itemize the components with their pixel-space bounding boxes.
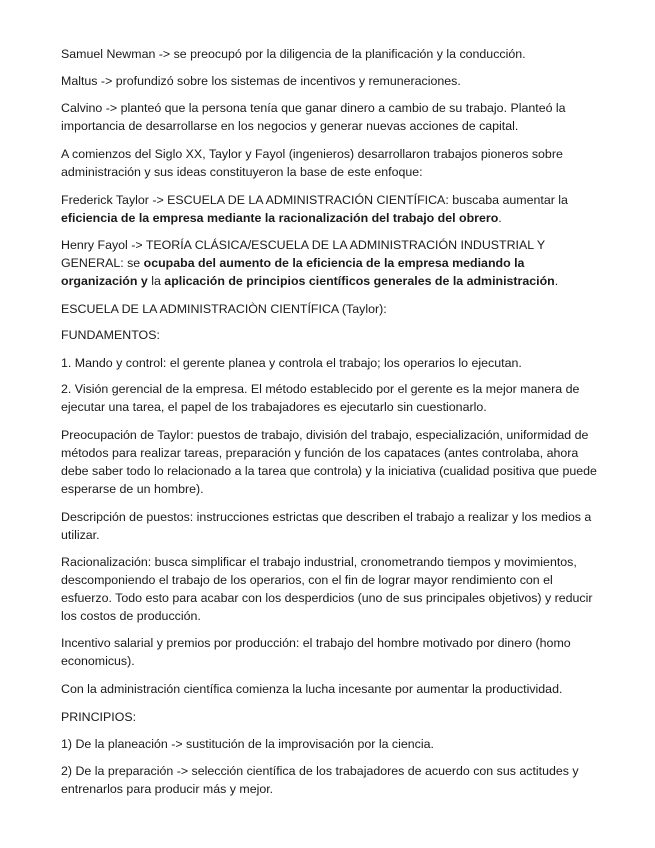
paragraph-productividad: Con la administración científica comienza la lucha incesante por aumentar la productividad. [61,682,563,696]
fayol-mid-text: la [147,274,165,288]
paragraph-vision-gerencial: 2. Visión gerencial de la empresa. El método establecido por el gerente es la mejor manera de ejecutar una tarea, el papel de los trabajadores es ejecutarlo sin cuestionarlo. [61,382,580,414]
fayol-bold-text-2: aplicación de principios científicos generales de la administración [164,274,555,288]
taylor-bold-text: eficiencia de la empresa mediante la racionalización del trabajo del obrero [61,211,499,225]
paragraph-calvino: Calvino -> planteó que la persona tenía que ganar dinero a cambio de su trabajo. Planteó la importancia de desarrollarse en los negocios y generar nuevas acciones de capital. [61,101,566,133]
taylor-lead-text: Frederick Taylor -> ESCUELA DE LA ADMINISTRACIÓN CIENTÍFICA: buscaba aumentar la [61,193,568,207]
paragraph-mando-control: 1. Mando y control: el gerente planea y controla el trabajo; los operarios lo ejecutan. [61,356,522,370]
paragraph-descripcion-puestos: Descripción de puestos: instrucciones estrictas que describen el trabajo a realizar y los medios a utilizar. [61,510,592,542]
section-heading-escuela: ESCUELA DE LA ADMINISTRACIÒN CIENTÍFICA (Taylor): [61,302,387,316]
heading-fundamentos: FUNDAMENTOS: [61,328,160,342]
heading-principios: PRINCIPIOS: [61,710,137,724]
paragraph-henry-fayol [61,236,601,290]
paragraph-newman: Samuel Newman -> se preocupó por la diligencia de la planificación y la conducción. [61,47,526,61]
paragraph-principio-planeacion: 1) De la planeación -> sustitución de la improvisación por la ciencia. [61,737,434,751]
paragraph-principio-preparacion: 2) De la preparación -> selección científica de los trabajadores de acuerdo con sus actitudes y entrenarlos para producir más y mejor. [61,764,579,796]
taylor-tail-text: . [498,211,502,225]
fayol-bold-text-1: ocupaba del aumento de la eficiencia de la empresa mediando la organización y [61,256,525,288]
paragraph-taylor-fayol-intro: A comienzos del Siglo XX, Taylor y Fayol (ingenieros) desarrollaron trabajos pioneros sobre administración y sus ideas constituyeron la base de este enfoque: [61,147,563,179]
paragraph-maltus: Maltus -> profundizó sobre los sistemas de incentivos y remuneraciones. [61,74,461,88]
paragraph-preocupacion-taylor: Preocupación de Taylor: puestos de trabajo, división del trabajo, especialización, uniformidad de métodos para realizar tareas, preparación y función de los capataces (antes controlaba, ahora debe saber todo lo relacionado a la tarea que controla) y la iniciativa (cualidad positiva que puede esperarse de un hombre). [61,428,597,496]
paragraph-incentivo-salarial: Incentivo salarial y premios por producción: el trabajo del hombre motivado por dinero (homo economicus). [61,636,571,668]
paragraph-frederick-taylor [61,191,601,227]
paragraph-racionalizacion: Racionalización: busca simplificar el trabajo industrial, cronometrando tiempos y movimientos, descomponiendo el trabajo de los operarios, con el fin de lograr mayor rendimiento con el esfuerzo. Todo esto para acabar con los desperdicios (uno de sus principales objetivos) y reducir los costos de producción. [61,555,593,623]
fayol-lead-text: Henry Fayol -> TEORÍA CLÁSICA/ESCUELA DE LA ADMINISTRACIÓN INDUSTRIAL Y GENERAL: se [61,238,545,270]
fayol-tail-text: . [554,274,559,288]
